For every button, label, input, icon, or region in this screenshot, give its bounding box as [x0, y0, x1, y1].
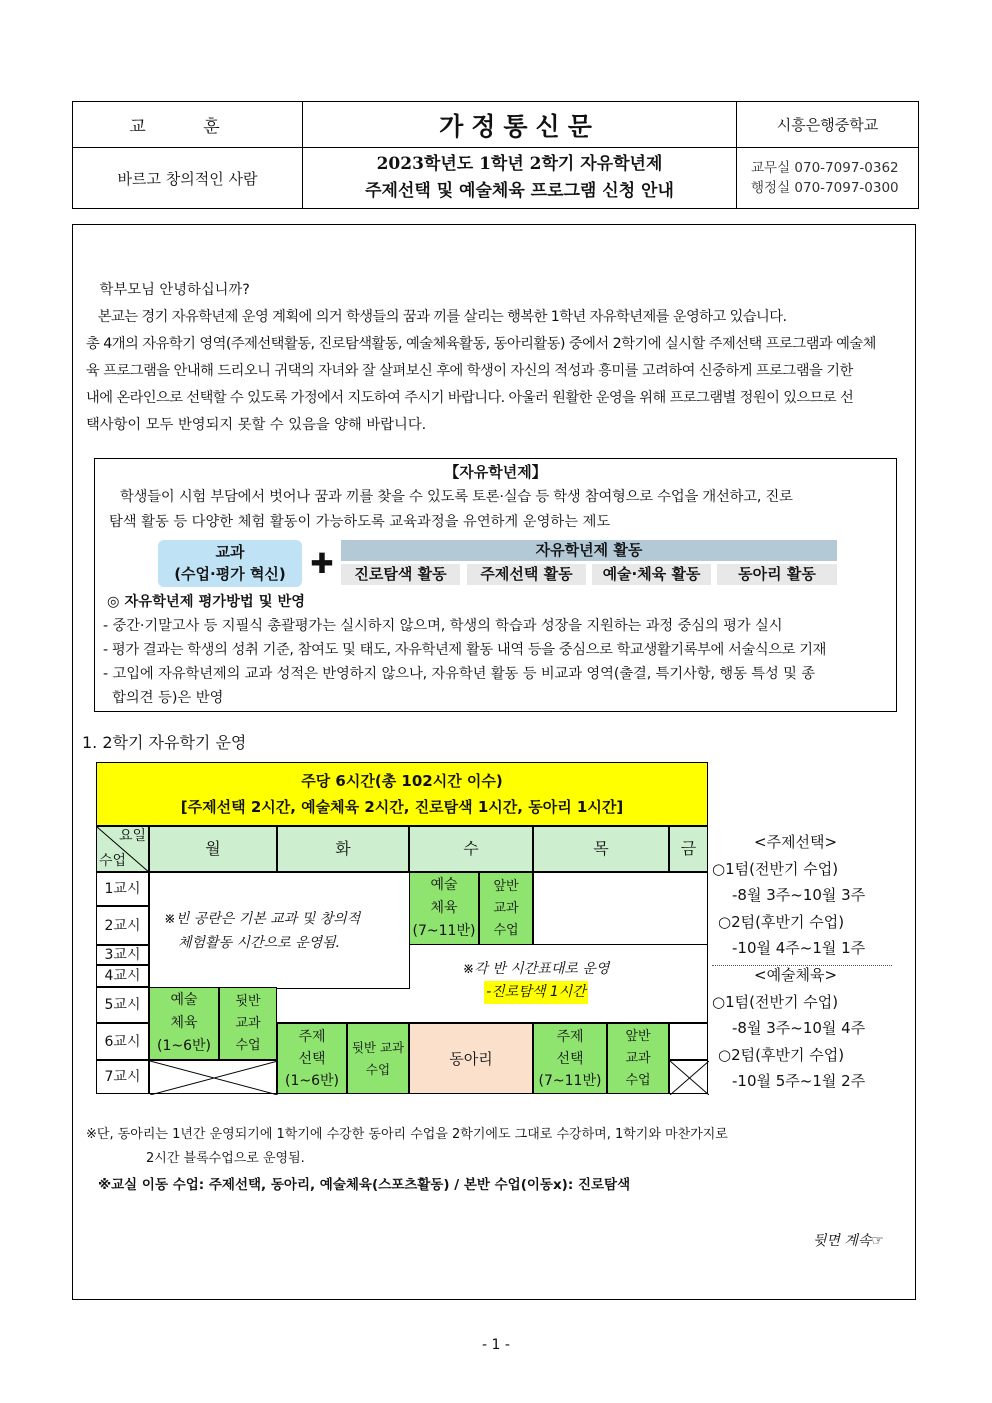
contact-admin: 행정실 070-7097-0300	[751, 180, 899, 196]
tue-back-cell	[347, 1023, 409, 1094]
intro-line: 학부모님 안녕하십니까?	[86, 282, 250, 298]
corner-cell	[96, 826, 149, 872]
topic-schedule	[712, 829, 865, 962]
topic-term-2: ○2텀(후반기 수업)	[718, 912, 845, 931]
mon-art-line: 체육	[170, 1015, 198, 1031]
wed-art-line: 체육	[430, 900, 458, 916]
section-heading: 1. 2학기 자유학기 운영	[82, 733, 247, 752]
day-wed: 수	[409, 826, 533, 872]
timetable	[96, 762, 708, 1094]
period-6: 6교시	[96, 1023, 149, 1060]
period-7: 7교시	[96, 1060, 149, 1094]
day-fri: 금	[669, 826, 708, 872]
mon-art-cell	[149, 987, 219, 1060]
wed-art-line: (7~11반)	[412, 923, 476, 939]
corner-day-label: 요일	[118, 828, 146, 844]
intro-line: 택사항이 모두 반영되지 못할 수 있음을 양해 바랍니다.	[86, 417, 427, 433]
mon-back-cell	[219, 987, 277, 1060]
topic-term-1: ○1텀(전반기 수업)	[712, 859, 839, 878]
wed-front-line: 교과	[493, 900, 519, 916]
subtitle-line-2: 주제선택 및 예술체육 프로그램 신청 안내	[365, 181, 674, 201]
blank-note-line-1: ※빈 공란은 기본 교과 및 창의적	[164, 910, 361, 927]
topic-title: <주제선택>	[754, 833, 838, 851]
thu-front-line: 교과	[625, 1050, 651, 1066]
period-5: 5교시	[96, 987, 149, 1023]
tue-topic-line: (1~6반)	[285, 1072, 339, 1089]
class-note-line-2: -진로탐색 1시간	[484, 981, 588, 1004]
thu-topic-cell	[533, 1023, 607, 1094]
wed-front-cell	[479, 872, 533, 945]
art-term-2-dates: -10월 5주~1월 2주	[732, 1072, 866, 1090]
art-term-1: ○1텀(전반기 수업)	[712, 992, 839, 1011]
activity-title-bar: 자유학년제 활동	[341, 540, 837, 561]
continue-note: 뒷면 계속☞	[812, 1233, 884, 1249]
thu-front-line: 수업	[625, 1072, 651, 1088]
art-term-2: ○2텀(후반기 수업)	[718, 1045, 845, 1064]
mon-back-line: 수업	[235, 1037, 261, 1053]
day-thu: 목	[533, 826, 669, 872]
art-schedule	[712, 962, 865, 1095]
subtitle	[303, 148, 737, 209]
subject-sublabel: (수업·평가 혁신)	[174, 565, 286, 583]
wed-front-line: 수업	[493, 922, 519, 938]
cross-mark-icon	[150, 1061, 278, 1095]
classroom-move-note: ※교실 이동 수업: 주제선택, 동아리, 예술체육(스포츠활동) / 본반 수업(이동x): 진로탐색	[98, 1177, 631, 1193]
activity-topic: 주제선택 활동	[467, 564, 586, 585]
period-1: 1교시	[96, 872, 149, 906]
thu-front-line: 앞반	[625, 1028, 651, 1044]
tue-topic-cell	[277, 1023, 347, 1094]
banner-line-2: [주제선택 2시간, 예술체육 2시간, 진로탐색 1시간, 동아리 1시간]	[180, 798, 624, 816]
period-3: 3교시	[96, 945, 149, 965]
blank-note-line-2: 체험활동 시간으로 운영됨.	[178, 934, 341, 951]
document-title: 가정통신문	[303, 102, 737, 148]
tue-topic-line: 주제	[298, 1028, 326, 1045]
contact-info	[737, 148, 919, 209]
thu-topic-line: 주제	[556, 1028, 584, 1045]
class-note-line-1: ※각 반 시간표대로 운영	[462, 961, 610, 977]
art-title: <예술체육>	[754, 966, 838, 984]
definition-line-1: 학생들이 시험 부담에서 벗어나 꿈과 끼를 찾을 수 있도록 토론·실습 등 학생 참여형으로 수업을 개선하고, 진로	[107, 489, 793, 505]
evaluation-title: ◎ 자유학년제 평가방법 및 반영	[107, 594, 306, 610]
mon-p7-crossed-cell	[149, 1060, 277, 1094]
mon-art-line: 예술	[170, 992, 198, 1008]
period-4: 4교시	[96, 965, 149, 987]
activity-art: 예술·체육 활동	[592, 564, 711, 585]
wed-front-line: 앞반	[493, 878, 519, 894]
topic-term-1-dates: -8월 3주~10월 3주	[732, 886, 866, 904]
activity-club: 동아리 활동	[717, 564, 837, 585]
mon-back-line: 뒷반	[235, 993, 261, 1009]
plus-icon: ✚	[310, 547, 334, 580]
activity-career: 진로탐색 활동	[341, 564, 460, 585]
subject-label: 교과	[215, 543, 245, 561]
thu-topic-line: 선택	[556, 1050, 584, 1067]
cross-mark-icon	[670, 1061, 709, 1095]
tue-back-line: 뒷반 교과	[351, 1039, 405, 1055]
club-cell: 동아리	[409, 1023, 533, 1094]
class-schedule-note	[436, 957, 636, 1005]
intro-line: 본교는 경기 자유학년제 운영 계획에 의거 학생들의 꿈과 끼를 살리는 행복한 1학년 자유학년제를 운영하고 있습니다.	[86, 309, 787, 325]
topic-term-2-dates: -10월 4주~1월 1주	[732, 939, 866, 957]
header-table	[72, 101, 919, 209]
tue-back-line: 수업	[365, 1061, 391, 1077]
thu-topic-line: (7~11반)	[538, 1072, 602, 1089]
club-note-line-2: 2시간 블록수업으로 운영됨.	[146, 1151, 305, 1166]
period-2: 2교시	[96, 906, 149, 945]
intro-line: 내에 온라인으로 선택할 수 있도록 가정에서 지도하여 주시기 바랍니다. 아울러 원활한 운영을 위해 프로그램별 정원이 있으므로 선	[86, 390, 854, 406]
page-number: - 1 -	[482, 1337, 510, 1353]
free-semester-box	[94, 458, 897, 712]
school-name: 시흥은행중학교	[737, 102, 919, 148]
club-note-line-1: ※단, 동아리는 1년간 운영되기에 1학기에 수강한 동아리 수업을 2학기에도 그대로 수강하며, 1학기와 마찬가지로	[86, 1127, 728, 1142]
evaluation-line-1: - 중간·기말고사 등 지필식 총괄평가는 실시하지 않으며, 학생의 학습과 성장을 지원하는 과정 중심의 평가 실시	[103, 618, 783, 634]
subject-pill	[158, 540, 302, 587]
wed-art-cell	[409, 872, 479, 945]
mon-art-line: (1~6반)	[157, 1038, 211, 1054]
thu-front-cell	[607, 1023, 669, 1094]
evaluation-line-3: - 고입에 자유학년제의 교과 성적은 반영하지 않으나, 자유학년 활동 등 비교과 영역(출결, 특기사항, 행동 특성 및 종	[103, 666, 815, 682]
thu-fri-blank-cell	[533, 872, 708, 945]
corner-period-label: 수업	[99, 853, 127, 869]
art-term-1-dates: -8월 3주~10월 4주	[732, 1019, 866, 1037]
fri-p6-cell	[669, 1023, 708, 1060]
wed-art-line: 예술	[430, 877, 458, 893]
intro-line: 육 프로그램을 안내해 드리오니 귀댁의 자녀와 잘 살펴보신 후에 학생이 자신의 적성과 흥미를 고려하여 신중하게 프로그램을 기한	[86, 363, 853, 379]
day-mon: 월	[149, 826, 277, 872]
evaluation-line-4: 합의견 등)은 반영	[103, 690, 224, 706]
timetable-banner	[96, 762, 708, 826]
subtitle-line-1: 2023학년도 1학년 2학기 자유학년제	[376, 154, 663, 174]
day-tue: 화	[277, 826, 409, 872]
intro-paragraph	[86, 277, 906, 439]
definition-line-2: 탐색 활동 등 다양한 체험 활동이 가능하도록 교육과정을 유연하게 운영하는 제도	[109, 514, 611, 530]
motto: 바르고 창의적인 사람	[73, 148, 303, 209]
fri-p7-crossed-cell	[669, 1060, 708, 1094]
banner-line-1: 주당 6시간(총 102시간 이수)	[301, 772, 503, 790]
contact-office: 교무실 070-7097-0362	[751, 160, 899, 176]
motto-label: 교 훈	[73, 102, 303, 148]
evaluation-line-2: - 평가 결과는 학생의 성취 기준, 참여도 및 태도, 자유학년제 활동 내역 등을 중심으로 학교생활기록부에 서술식으로 기재	[103, 642, 827, 658]
tue-topic-line: 선택	[298, 1050, 326, 1067]
mon-back-line: 교과	[235, 1015, 261, 1031]
intro-line: 총 4개의 자유학기 영역(주제선택활동, 진로탐색활동, 예술체육활동, 동아리활동) 중에서 2학기에 실시할 주제선택 프로그램과 예술체	[86, 336, 876, 352]
box-title: 【자유학년제】	[444, 463, 547, 481]
